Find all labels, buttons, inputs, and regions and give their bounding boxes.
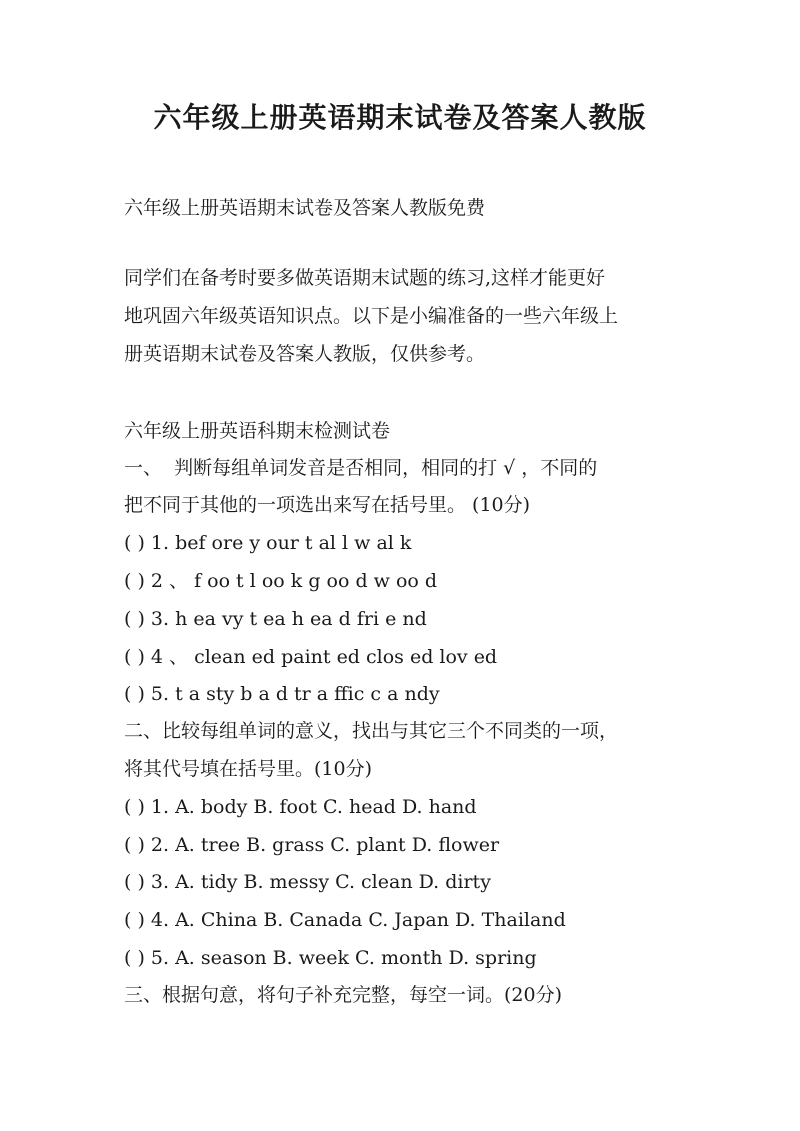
section2-item-1: ( ) 1. A. body B. foot C. head D. hand — [124, 796, 477, 818]
section1-item-3: ( ) 3. h ea vy t ea h ea d fri e nd — [124, 608, 427, 630]
exam-title: 六年级上册英语科期末检测试卷 — [124, 420, 391, 442]
intro-line-3: 册英语期末试卷及答案人教版，仅供参考。 — [124, 343, 486, 365]
section1-heading-line-1: 一、 判断每组单词发音是否相同，相同的打 √ ，不同的 — [124, 457, 598, 479]
section3-heading: 三、根据句意，将句子补充完整，每空一词。(20分) — [124, 984, 563, 1006]
section2-item-4: ( ) 4. A. China B. Canada C. Japan D. Thailand — [124, 909, 566, 931]
section2-item-2: ( ) 2. A. tree B. grass C. plant D. flower — [124, 834, 500, 856]
section1-item-2: ( ) 2 、 f oo t l oo k g oo d w oo d — [124, 570, 438, 592]
section1-item-4: ( ) 4 、 clean ed paint ed clos ed lov ed — [124, 646, 498, 668]
section1-item-1: ( ) 1. bef ore y our t al l w al k — [124, 532, 412, 554]
section2-item-5: ( ) 5. A. season B. week C. month D. spring — [124, 947, 537, 969]
section2-heading-line-1: 二、比较每组单词的意义，找出与其它三个不同类的一项， — [124, 720, 619, 742]
document-title: 六年级上册英语期末试卷及答案人教版 — [153, 101, 647, 134]
section2-item-3: ( ) 3. A. tidy B. messy C. clean D. dirty — [124, 871, 491, 893]
intro-line-1: 同学们在备考时要多做英语期末试题的练习,这样才能更好 — [124, 267, 606, 289]
section1-heading-line-2: 把不同于其他的一项选出来写在括号里。 (10分) — [124, 494, 531, 516]
section2-heading-line-2: 将其代号填在括号里。(10分) — [124, 758, 373, 780]
section1-item-5: ( ) 5. t a sty b a d tr a ffic c a ndy — [124, 683, 440, 705]
document-subtitle: 六年级上册英语期末试卷及答案人教版免费 — [124, 197, 486, 219]
intro-line-2: 地巩固六年级英语知识点。以下是小编准备的一些六年级上 — [124, 305, 619, 327]
